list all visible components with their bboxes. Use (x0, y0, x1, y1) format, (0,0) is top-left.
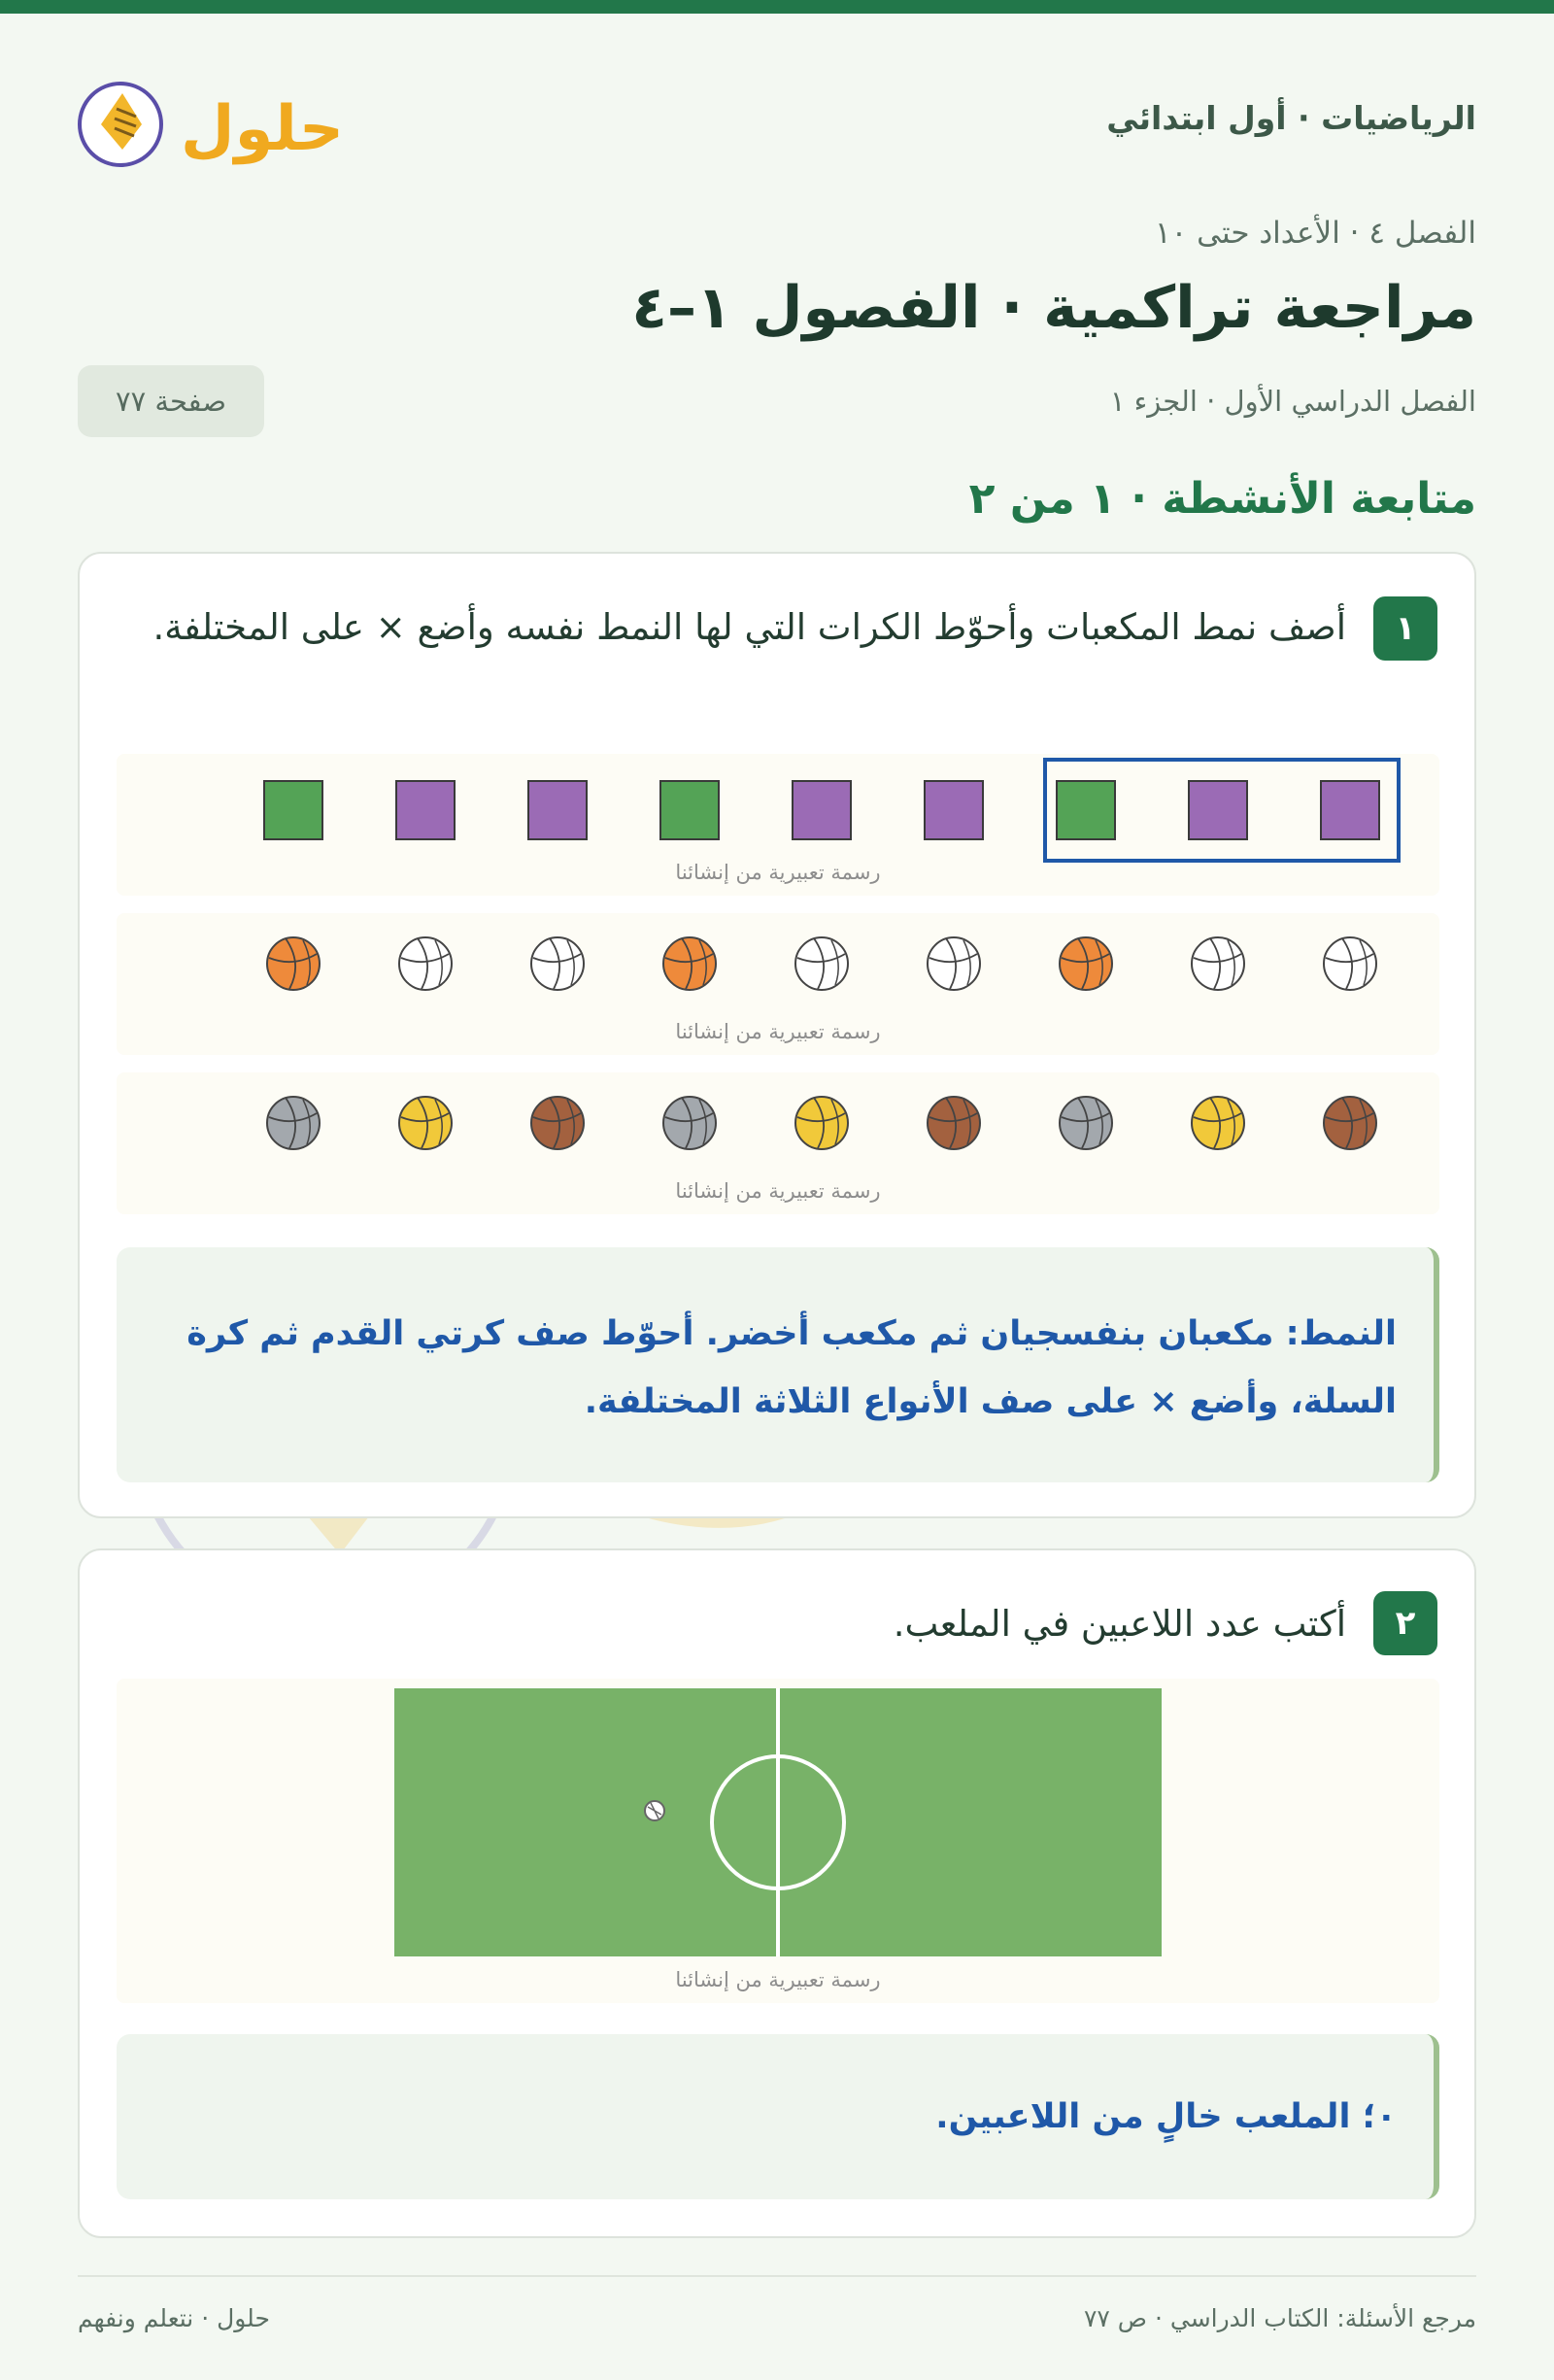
figure-caption: رسمة تعبيرية من إنشائنا (675, 1020, 881, 1043)
cube-pattern-row (117, 754, 1439, 896)
ball-orange (1060, 937, 1112, 990)
figure-caption: رسمة تعبيرية من إنشائنا (675, 861, 881, 884)
question-text: أصف نمط المكعبات وأحوّط الكرات التي لها النمط نفسه وأضع × على المختلفة. (152, 606, 1346, 648)
football-field-figure (117, 1679, 1439, 1970)
ball-white (1192, 937, 1244, 990)
ball-pattern-row-1 (117, 913, 1439, 1055)
ball-yellow (1192, 1097, 1244, 1149)
footer-reference: مرجع الأسئلة: الكتاب الدراسي · ص ٧٧ (1083, 2304, 1476, 2332)
ball-gray (663, 1097, 716, 1149)
ball-gray (267, 1097, 320, 1149)
answer-box (117, 1247, 1439, 1482)
field-figure-row (117, 1679, 1439, 2003)
footer-brand: حلول · نتعلم ونفهم (78, 2304, 270, 2332)
section-heading: متابعة الأنشطة · ١ من ٢ (968, 474, 1476, 524)
ball-gray (1060, 1097, 1112, 1149)
answer-text: النمط: مكعبان بنفسجيان ثم مكعب أخضر. أحوّط صف كرتي القدم ثم كرة السلة، وأضع × على صف الأنواع الثلاثة المختلفة. (186, 1314, 1397, 1421)
cube-purple (1321, 781, 1379, 839)
question-number-badge: ٢ (1373, 1591, 1437, 1655)
ball-brown (928, 1097, 980, 1149)
page-title: مراجعة تراكمية · الفصول ١–٤ (631, 274, 1476, 342)
ball-white (399, 937, 452, 990)
cube-green (660, 781, 719, 839)
chapter-label: الفصل ٤ · الأعداد حتى ١٠ (1154, 216, 1476, 251)
ball-yellow (399, 1097, 452, 1149)
ball-brown (1324, 1097, 1376, 1149)
page-number-badge: صفحة ٧٧ (78, 365, 264, 437)
answer-text: ٠؛ الملعب خالٍ من اللاعبين. (935, 2097, 1397, 2136)
footer-divider (78, 2275, 1476, 2277)
cube-purple (528, 781, 587, 839)
cube-purple (793, 781, 851, 839)
cube-purple (1189, 781, 1247, 839)
figure-caption: رسمة تعبيرية من إنشائنا (675, 1179, 881, 1203)
ball-pattern-row-2 (117, 1072, 1439, 1214)
answer-box (117, 2034, 1439, 2199)
ball-orange (267, 937, 320, 990)
question-card-2 (78, 1548, 1476, 2238)
top-accent-bar (0, 0, 1554, 14)
ball-white (531, 937, 584, 990)
hulul-logo[interactable] (78, 60, 350, 187)
question-text: أكتب عدد اللاعبين في الملعب. (893, 1603, 1346, 1645)
ball-yellow (795, 1097, 848, 1149)
subject-label: الرياضيات · أول ابتدائي (1106, 99, 1476, 137)
cube-green (264, 781, 322, 839)
figure-caption: رسمة تعبيرية من إنشائنا (675, 1968, 881, 1991)
question-number-badge: ١ (1373, 596, 1437, 661)
semester-label: الفصل الدراسي الأول · الجزء ١ (1109, 385, 1476, 418)
ball-white (795, 937, 848, 990)
cube-green (1057, 781, 1115, 839)
ball-brown (531, 1097, 584, 1149)
question-card-1 (78, 552, 1476, 1518)
cube-purple (925, 781, 983, 839)
logo-wordmark: حلول (181, 93, 344, 165)
ball-white (1324, 937, 1376, 990)
ball-orange (663, 937, 716, 990)
page-header (78, 60, 1476, 187)
cube-purple (396, 781, 455, 839)
ball-white (928, 937, 980, 990)
